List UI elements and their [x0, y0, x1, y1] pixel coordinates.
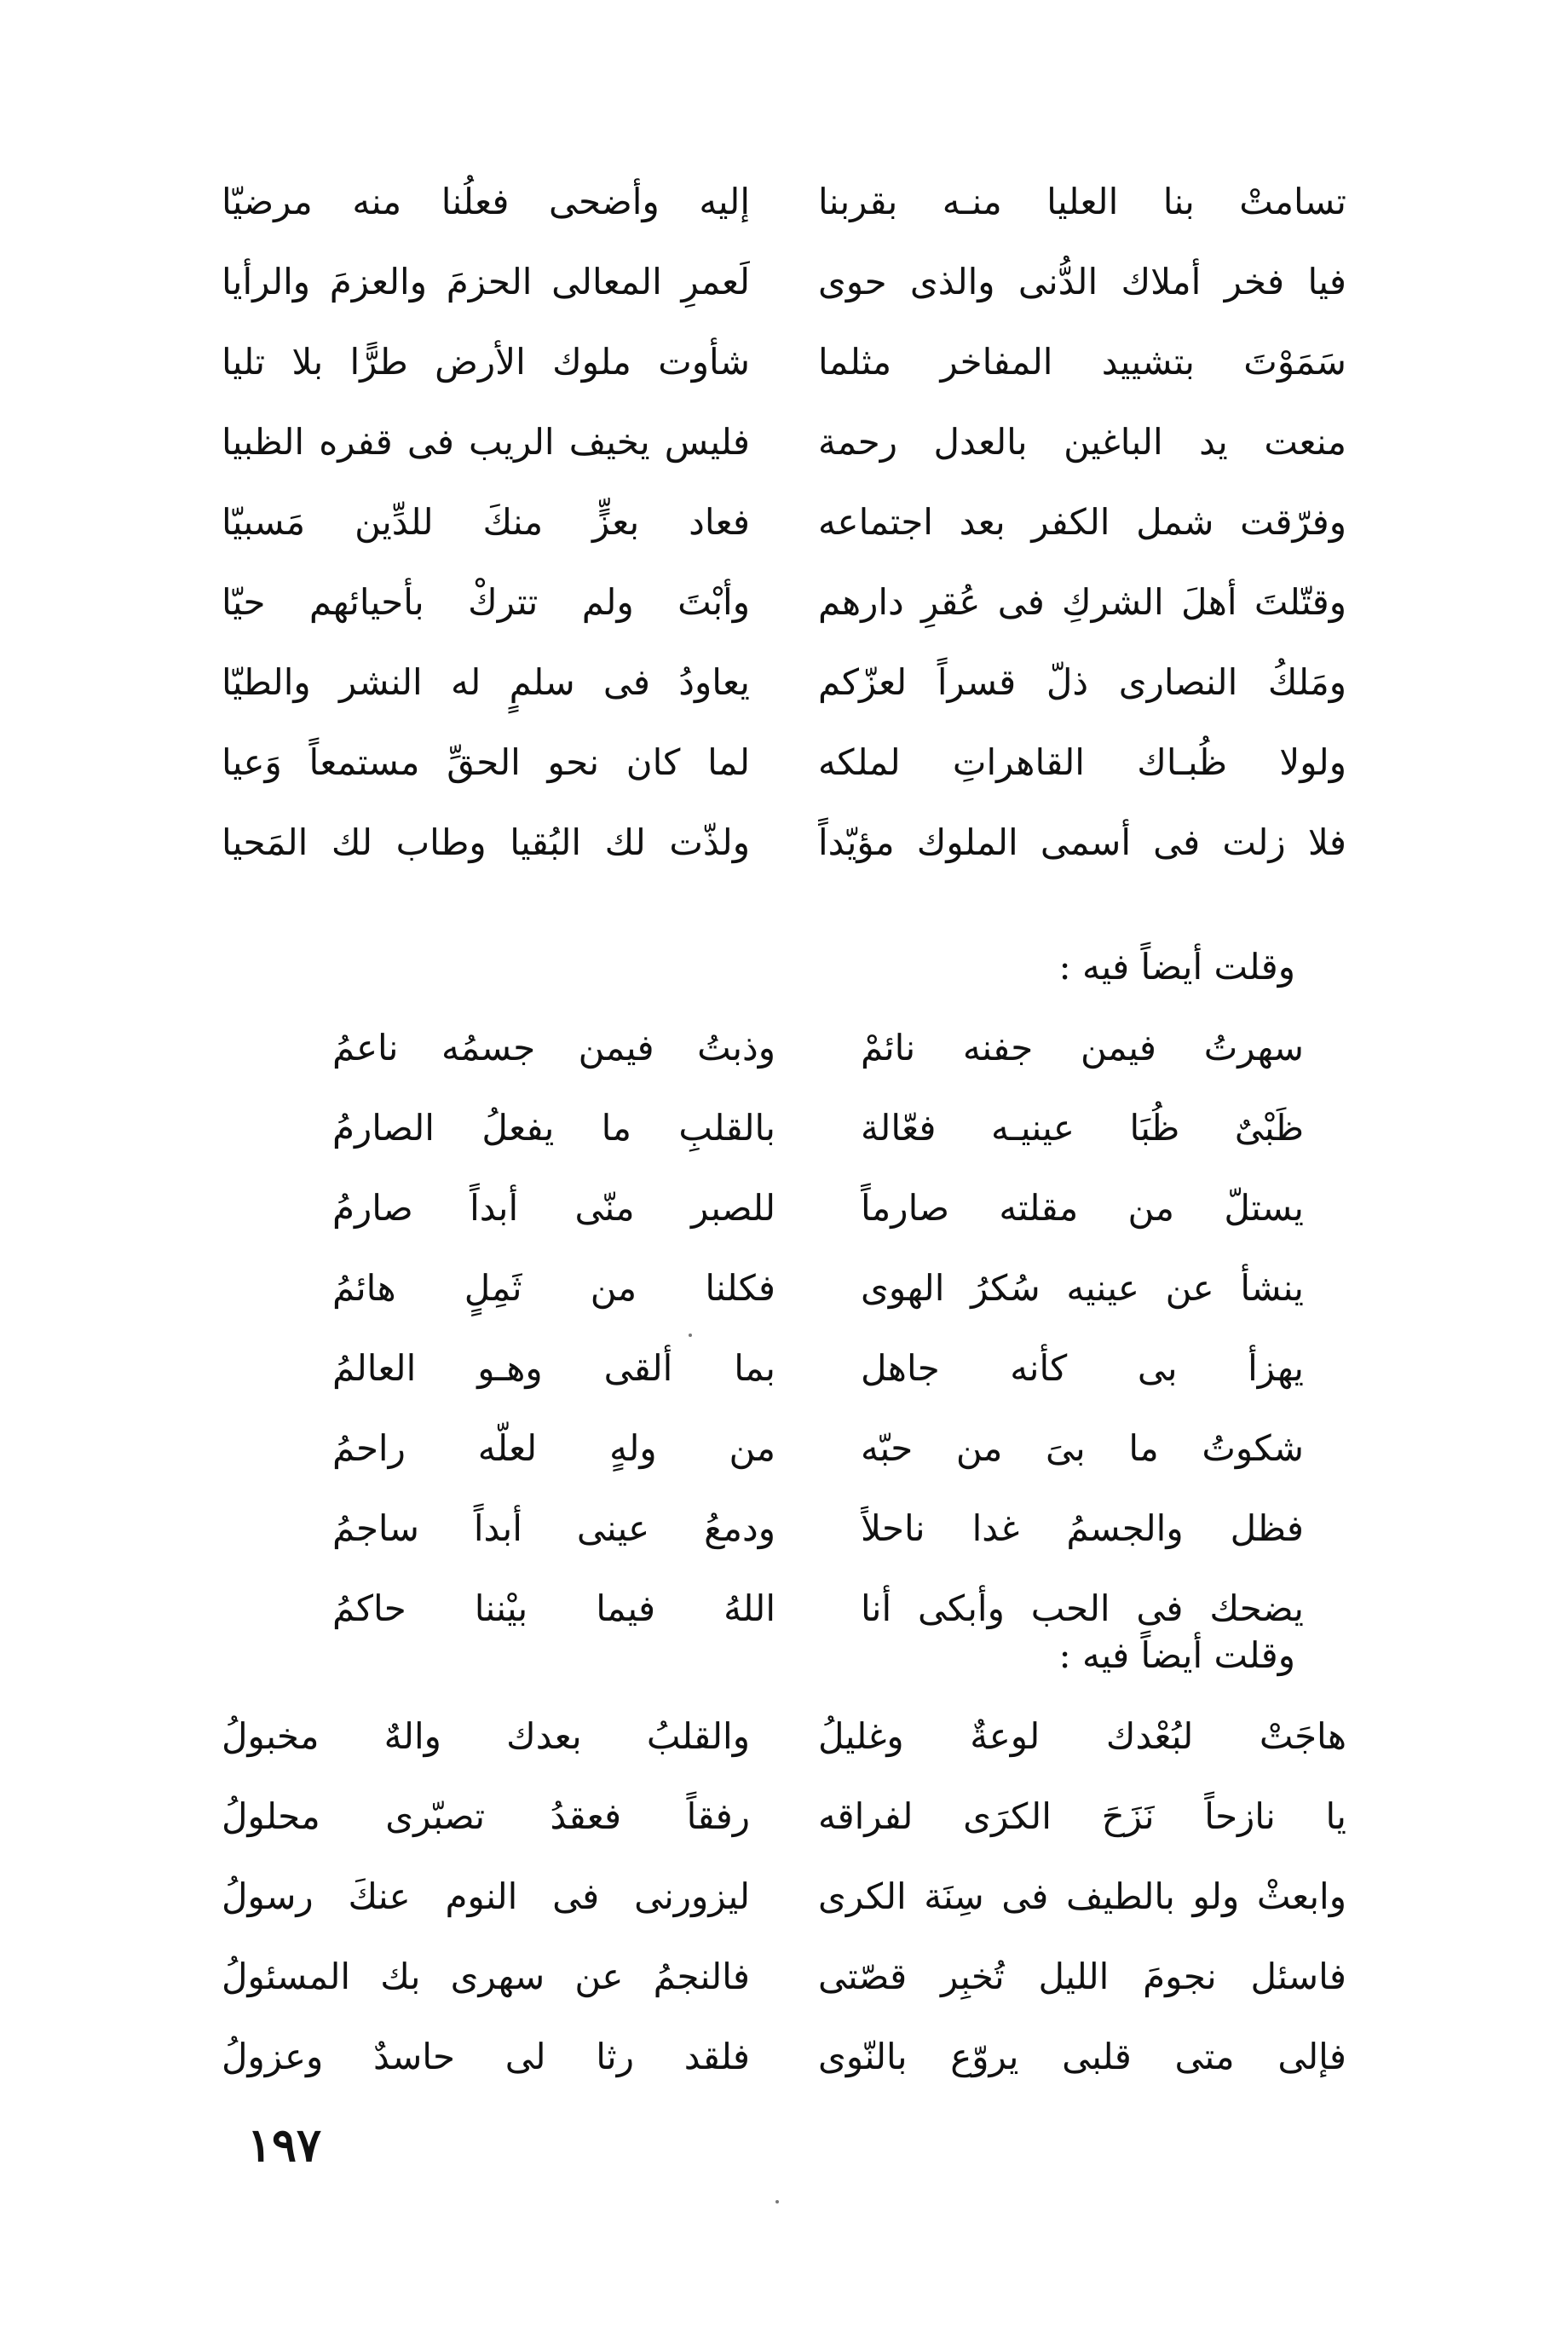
couplet — [222, 1328, 1346, 1408]
couplet — [222, 1857, 1346, 1937]
poem-section-3 — [222, 1696, 1346, 2097]
couplet — [222, 1696, 1346, 1777]
scan-speck — [689, 1334, 692, 1337]
verse-first-hemistich: ينشأ عن عينيه سُكرُ الهوى — [861, 1267, 1304, 1309]
page-number: ١٩٧ — [247, 2117, 322, 2172]
verse-first-hemistich: فإلى متى قلبى يروّع بالنّوى — [818, 2036, 1346, 2077]
verse-first-hemistich: تسامتْ بنا العليا منـه بقربنا — [818, 181, 1346, 222]
couplet — [222, 1168, 1346, 1248]
section-heading: وقلت أيضاً فيه : — [1058, 946, 1295, 988]
verse-first-hemistich: يضحك فى الحب وأبكى أنا — [861, 1587, 1304, 1629]
verse-second-hemistich: إليه وأضحى فعلُنا منه مرضيّا — [222, 181, 750, 222]
couplet — [222, 322, 1346, 402]
verse-second-hemistich: ليزورنى فى النوم عنكَ رسولُ — [222, 1875, 750, 1917]
section-heading: وقلت أيضاً فيه : — [1058, 1634, 1295, 1676]
verse-second-hemistich: يعاودُ فى سلمٍ له النشر والطيّا — [222, 661, 750, 703]
verse-second-hemistich: لَعمرِ المعالى الحزمَ والعزمَ والرأيا — [222, 261, 750, 302]
verse-second-hemistich: للصبر منّى أبداً صارمُ — [332, 1187, 775, 1229]
verse-second-hemistich: وأبْتَ ولم تتركْ بأحيائهم حيّا — [222, 581, 750, 623]
verse-second-hemistich: ولذّت لك البُقيا وطاب لك المَحيا — [222, 821, 750, 863]
verse-second-hemistich: بالقلبِ ما يفعلُ الصارمُ — [332, 1107, 775, 1149]
couplet — [222, 1489, 1346, 1569]
verse-second-hemistich: لما كان نحو الحقِّ مستمعاً وَعيا — [222, 741, 750, 783]
couplet — [222, 242, 1346, 322]
verse-first-hemistich: ظَبْىٌ ظُبَا عينيـه فعّالة — [861, 1107, 1304, 1149]
couplet — [222, 1408, 1346, 1489]
verse-second-hemistich: والقلبُ بعدك والهٌ مخبولُ — [222, 1715, 750, 1757]
verse-second-hemistich: وذبتُ فيمن جسمُه ناعمُ — [332, 1027, 775, 1069]
verse-first-hemistich: يا نازحاً نَزَحَ الكرَى لفراقه — [818, 1795, 1346, 1837]
verse-first-hemistich: فيا فخر أملاك الدُّنى والذى حوى — [818, 261, 1346, 302]
couplet — [222, 2017, 1346, 2097]
verse-first-hemistich: فلا زلت فى أسمى الملوك مؤيّداً — [818, 821, 1346, 863]
verse-second-hemistich: فعاد بعزٍّ منكَ للدِّين مَسبيّا — [222, 501, 750, 543]
couplet — [222, 162, 1346, 242]
verse-first-hemistich: وفرّقت شمل الكفر بعد اجتماعه — [818, 501, 1346, 543]
couplet — [222, 562, 1346, 642]
couplet — [222, 482, 1346, 562]
verse-second-hemistich: ودمعُ عينى أبداً ساجمُ — [332, 1507, 775, 1549]
verse-second-hemistich: فالنجمُ عن سهرى بك المسئولُ — [222, 1956, 750, 1997]
scan-speck — [775, 2200, 779, 2203]
verse-second-hemistich: بما ألقى وهـو العالمُ — [332, 1347, 775, 1389]
verse-second-hemistich: من ولهٍ لعلّه راحمُ — [332, 1427, 775, 1469]
couplet — [222, 1088, 1346, 1168]
couplet — [222, 723, 1346, 803]
verse-first-hemistich: فاسئل نجومَ الليل تُخبِر قصّتى — [818, 1956, 1346, 1997]
couplet — [222, 1248, 1346, 1328]
poem-section-2 — [222, 1008, 1346, 1649]
couplet — [222, 803, 1346, 883]
verse-first-hemistich: ولولا ظُبـاك القاهراتِ لملكه — [818, 741, 1346, 783]
couplet — [222, 1008, 1346, 1088]
couplet — [222, 642, 1346, 723]
couplet — [222, 402, 1346, 482]
verse-first-hemistich: سَمَوْتَ بتشييد المفاخر مثلما — [818, 341, 1346, 383]
verse-first-hemistich: فظل والجسمُ غدا ناحلاً — [861, 1507, 1304, 1549]
verse-second-hemistich: فكلنا من ثَمِلٍ هائمُ — [332, 1267, 775, 1309]
poem-section-1 — [222, 162, 1346, 883]
verse-first-hemistich: هاجَتْ لبُعْدك لوعةٌ وغليلُ — [818, 1715, 1346, 1757]
verse-second-hemistich: شأوت ملوك الأرض طرًّا بلا تليا — [222, 341, 750, 383]
verse-first-hemistich: وابعثْ ولو بالطيف فى سِنَة الكرى — [818, 1875, 1346, 1917]
verse-second-hemistich: اللهُ فيما بيْننا حاكمُ — [332, 1587, 775, 1629]
verse-second-hemistich: فليس يخيف الريب فى قفره الظبيا — [222, 421, 750, 463]
verse-first-hemistich: شكوتُ ما بىَ من حبّه — [861, 1427, 1304, 1469]
couplet — [222, 1937, 1346, 2017]
verse-second-hemistich: فلقد رثا لى حاسدٌ وعزولُ — [222, 2036, 750, 2077]
verse-first-hemistich: وقتّلتَ أهلَ الشركِ فى عُقرِ دارهم — [818, 581, 1346, 623]
verse-first-hemistich: ومَلكُ النصارى ذلّ قسراً لعزّكم — [818, 661, 1346, 703]
couplet — [222, 1777, 1346, 1857]
verse-first-hemistich: يهزأ بى كأنه جاهل — [861, 1347, 1304, 1389]
verse-first-hemistich: منعت يد الباغين بالعدل رحمة — [818, 421, 1346, 463]
verse-second-hemistich: رفقاً فعقدُ تصبّرى محلولُ — [222, 1795, 750, 1837]
verse-first-hemistich: يستلّ من مقلته صارماً — [861, 1187, 1304, 1229]
verse-first-hemistich: سهرتُ فيمن جفنه نائمْ — [861, 1027, 1304, 1069]
